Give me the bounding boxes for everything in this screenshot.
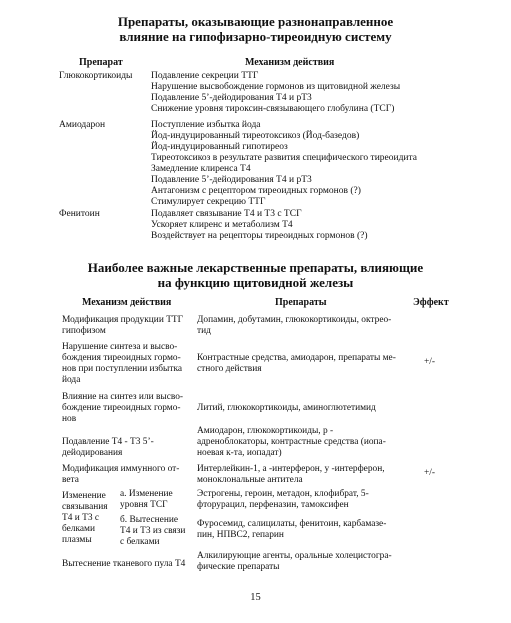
mechanism-cell-line: йода	[62, 375, 81, 385]
drugs-cell-line: фторурацил, перфеназин, тамоксифен	[197, 500, 349, 510]
sub-mechanism-line: уровня ТСГ	[120, 500, 168, 510]
mechanism-cell-line: Нарушение синтеза и высво-	[62, 342, 178, 352]
drugs-cell-line: пин, НПВС2, гепарин	[197, 530, 284, 540]
drugs-cell-line: Интерлейкин-1, а -интерферон, у -интерферон,	[197, 464, 385, 474]
drugs-cell-line: тид	[197, 326, 211, 336]
drugs-cell-line: Алкилирующие агенты, оральные холецистогра-	[197, 551, 392, 561]
mechanism-item: Подавление секреции ТТГ	[151, 71, 259, 81]
drugs-cell-line: Допамин, добутамин, глюкокортикоиды, октрео-	[197, 315, 392, 325]
mechanism-cell-line: плазмы	[62, 535, 92, 545]
mechanism-cell-line: Модификация продукции ТТГ	[62, 315, 184, 325]
sub-mechanism-line: б. Вытеснение	[120, 515, 179, 525]
mechanism-item: Подавление 5’-дейодирования Т4 и рТ3	[151, 175, 312, 185]
mechanism-item: Подавление 5’-дейодирования Т4 и рТ3	[151, 93, 312, 103]
mechanism-cell-line: связывания	[62, 502, 108, 512]
section2-title-line1: Наиболее важные лекарственные препараты, влияющие	[87, 260, 424, 275]
mechanism-item: Стимулирует секрецию ТТГ	[151, 197, 266, 207]
mechanism-item: Воздействует на рецепторы тиреоидных гормонов (?)	[151, 231, 368, 241]
mechanism-cell-line: вета	[62, 475, 79, 485]
drugs-cell-line: стного действия	[197, 364, 262, 374]
mechanism-item: Йод-индуцированный тиреотоксикоз (Йод-базедов)	[151, 131, 360, 141]
section2-header-drugs: Препараты	[275, 297, 327, 308]
mechanism-cell-line: Подавление Т4 - Т3 5’-	[62, 437, 154, 447]
mechanism-cell-line: бождения тиреоидных гормо-	[62, 353, 181, 363]
section1-title-line1: Препараты, оказывающие разнонаправленное	[117, 14, 394, 29]
effect-cell: +/-	[424, 357, 436, 367]
page-number: 15	[250, 592, 261, 603]
drugs-cell-line: ноевая к-та, иопадат)	[197, 448, 282, 458]
mechanism-item: Ускоряет клиренс и метаболизм Т4	[151, 220, 293, 230]
drugs-cell-line: моноклональные антитела	[197, 475, 303, 485]
sub-mechanism-line: с белками	[120, 537, 160, 547]
drug-name: Глюкокортикоиды	[59, 71, 133, 81]
mechanism-item: Йод-индуцированный гипотиреоз	[151, 142, 288, 152]
drugs-cell-line: адреноблокаторы, контрастные средства (иопа-	[197, 437, 386, 447]
mechanism-cell-line: Вытеснение тканевого пула Т4	[62, 559, 186, 569]
section2-header-mechanism: Механизм действия	[82, 297, 172, 308]
section2-title-line2: на функцию щитовидной железы	[157, 275, 354, 290]
mechanism-cell-line: Т4 и Т3 с	[62, 513, 100, 523]
mechanism-cell-line: Модификация иммунного от-	[62, 464, 180, 474]
section2-header-effect: Эффект	[413, 297, 449, 308]
mechanism-cell-line: Влияние на синтез или высво-	[62, 392, 184, 402]
mechanism-item: Снижение уровня тироксин-связывающего глобулина (ТСГ)	[151, 104, 395, 114]
mechanism-cell-line: Изменение	[62, 491, 106, 501]
drug-name: Фенитоин	[59, 209, 100, 219]
section1-title-line2: влияние на гипофизарно-тиреоидную систему	[119, 29, 392, 44]
drugs-cell-line: Фуросемид, салицилаты, фенитоин, карбамазе-	[197, 519, 387, 529]
mechanism-item: Подавляет связывание Т4 и Т3 с ТСГ	[151, 209, 302, 219]
sub-mechanism-line: Т4 и Т3 из связи	[120, 526, 186, 536]
drugs-cell-line: Амиодарон, глюкокортикоиды, р -	[197, 426, 334, 436]
mechanism-cell-line: нов при поступлении избытка	[62, 364, 183, 374]
mechanism-cell-line: белками	[62, 524, 96, 534]
mechanism-item: Замедление клиренса Т4	[151, 164, 251, 174]
mechanism-cell-line: нов	[62, 414, 77, 424]
drugs-cell-line: Литий, глюкокортикоиды, аминоглютетимид	[197, 403, 376, 413]
mechanism-cell-line: гипофизом	[62, 326, 106, 336]
section1-header-drug: Препарат	[79, 57, 123, 68]
effect-cell: +/-	[424, 468, 436, 478]
drug-name: Амиодарон	[59, 120, 106, 130]
mechanism-cell-line: дейодирования	[62, 448, 123, 458]
drugs-cell-line: Контрастные средства, амиодарон, препараты ме-	[197, 353, 396, 363]
section1-header-mechanism: Механизм действия	[245, 57, 335, 68]
drugs-cell-line: фические препараты	[197, 562, 280, 572]
mechanism-item: Поступление избытка йода	[151, 120, 261, 130]
mechanism-cell-line: бождение тиреоидных гормо-	[62, 403, 181, 413]
mechanism-item: Антагонизм с рецептором тиреоидных гормонов (?)	[151, 186, 361, 196]
mechanism-item: Нарушение высвобождение гормонов из щитовидной железы	[151, 82, 401, 92]
sub-mechanism-line: а. Изменение	[120, 489, 173, 499]
mechanism-item: Тиреотоксикоз в результате развития специфического тиреоидита	[151, 153, 417, 163]
drugs-cell-line: Эстрогены, героин, метадон, клофибрат, 5-	[197, 489, 369, 499]
